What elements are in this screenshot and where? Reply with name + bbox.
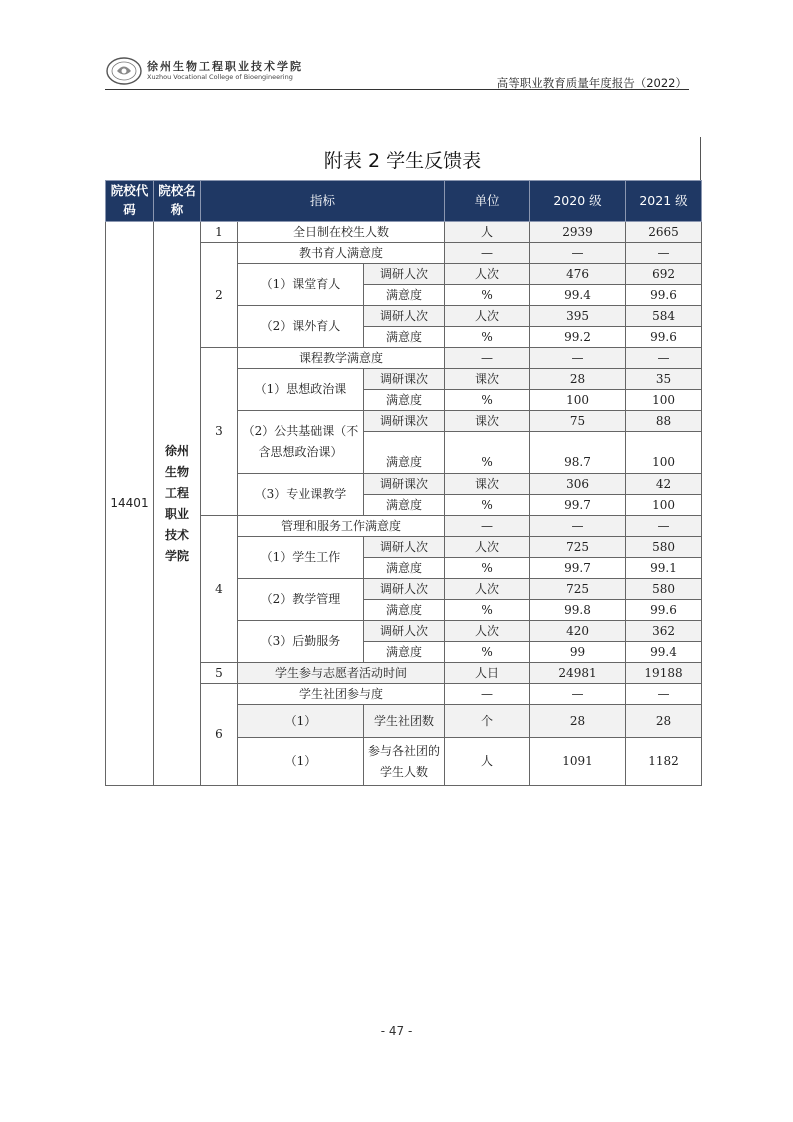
value-2020: — xyxy=(530,348,626,369)
value-2021: 19188 xyxy=(626,663,702,684)
student-feedback-table xyxy=(105,180,702,786)
header-2020: 2020 级 xyxy=(530,181,626,222)
unit-cell: — xyxy=(445,348,530,369)
unit-cell: 课次 xyxy=(445,369,530,390)
value-2021: 362 xyxy=(626,621,702,642)
value-2020: 24981 xyxy=(530,663,626,684)
value-2021: 580 xyxy=(626,537,702,558)
unit-cell: % xyxy=(445,327,530,348)
header-unit: 单位 xyxy=(445,181,530,222)
value-2021: — xyxy=(626,516,702,537)
value-2021: — xyxy=(626,348,702,369)
unit-cell: 人次 xyxy=(445,621,530,642)
metric-label: 满意度 xyxy=(364,327,445,348)
metric-label: 满意度 xyxy=(364,390,445,411)
unit-cell: % xyxy=(445,600,530,621)
value-2020: 306 xyxy=(530,474,626,495)
value-2020: 28 xyxy=(530,369,626,390)
value-2020: 28 xyxy=(530,705,626,738)
value-2021: 692 xyxy=(626,264,702,285)
value-2021: — xyxy=(626,684,702,705)
value-2020: 75 xyxy=(530,411,626,432)
indicator-label: 教书育人满意度 xyxy=(238,243,445,264)
sub-indicator-label: （1） xyxy=(238,705,364,738)
value-2021: 88 xyxy=(626,411,702,432)
sub-indicator-label: （2）课外育人 xyxy=(238,306,364,348)
row-number: 2 xyxy=(201,243,238,348)
table-title: 附表 2 学生反馈表 xyxy=(323,150,482,172)
unit-cell: % xyxy=(445,558,530,579)
value-2020: — xyxy=(530,684,626,705)
sub-indicator-label: （3）专业课教学 xyxy=(238,474,364,516)
metric-label: 满意度 xyxy=(364,558,445,579)
value-2020: — xyxy=(530,243,626,264)
sub-indicator-label: （3）后勤服务 xyxy=(238,621,364,663)
metric-label: 满意度 xyxy=(364,432,445,474)
value-2020: 99.7 xyxy=(530,558,626,579)
header-code: 院校代码 xyxy=(106,181,154,222)
page-header xyxy=(105,52,689,92)
unit-cell: 人 xyxy=(445,738,530,786)
college-logo-icon xyxy=(105,56,143,86)
sub-indicator-label: （2）公共基础课（不含思想政治课） xyxy=(238,411,364,474)
metric-label: 调研课次 xyxy=(364,474,445,495)
unit-cell: 课次 xyxy=(445,474,530,495)
value-2021: 2665 xyxy=(626,222,702,243)
value-2020: 725 xyxy=(530,537,626,558)
table-header-row xyxy=(106,181,702,222)
value-2021: 99.1 xyxy=(626,558,702,579)
indicator-label: 管理和服务工作满意度 xyxy=(238,516,445,537)
unit-cell: % xyxy=(445,432,530,474)
value-2021: 99.4 xyxy=(626,642,702,663)
value-2021: — xyxy=(626,243,702,264)
value-2021: 42 xyxy=(626,474,702,495)
value-2021: 580 xyxy=(626,579,702,600)
metric-label: 满意度 xyxy=(364,642,445,663)
unit-cell: % xyxy=(445,390,530,411)
sub-indicator-label: （2）教学管理 xyxy=(238,579,364,621)
value-2020: 476 xyxy=(530,264,626,285)
row-number: 6 xyxy=(201,684,238,786)
metric-label: 调研人次 xyxy=(364,621,445,642)
value-2020: 99.8 xyxy=(530,600,626,621)
value-2021: 99.6 xyxy=(626,327,702,348)
metric-label: 调研人次 xyxy=(364,306,445,327)
unit-cell: 人次 xyxy=(445,264,530,285)
value-2021: 584 xyxy=(626,306,702,327)
college-name: 徐州生物工程职业技术学院 xyxy=(154,222,201,786)
sub-indicator-label: （1） xyxy=(238,738,364,786)
unit-cell: % xyxy=(445,285,530,306)
metric-label: 调研人次 xyxy=(364,579,445,600)
value-2021: 100 xyxy=(626,495,702,516)
value-2021: 99.6 xyxy=(626,600,702,621)
indicator-label: 学生参与志愿者活动时间 xyxy=(238,663,445,684)
header-indicator: 指标 xyxy=(201,181,445,222)
metric-label: 参与各社团的学生人数 xyxy=(364,738,445,786)
header-name: 院校名称 xyxy=(154,181,201,222)
header-divider xyxy=(105,89,689,90)
value-2020: 395 xyxy=(530,306,626,327)
school-name-en: Xuzhou Vocational College of Bioengineering xyxy=(147,73,293,81)
report-title: 高等职业教育质量年度报告（2022） xyxy=(496,76,687,90)
unit-cell: 人日 xyxy=(445,663,530,684)
value-2021: 100 xyxy=(626,390,702,411)
header-2021: 2021 级 xyxy=(626,181,702,222)
metric-label: 满意度 xyxy=(364,285,445,306)
sub-indicator-label: （1）课堂育人 xyxy=(238,264,364,306)
metric-label: 学生社团数 xyxy=(364,705,445,738)
value-2021: 99.6 xyxy=(626,285,702,306)
unit-cell: 课次 xyxy=(445,411,530,432)
unit-cell: 个 xyxy=(445,705,530,738)
unit-cell: — xyxy=(445,684,530,705)
school-name-cn: 徐州生物工程职业技术学院 xyxy=(147,60,303,73)
value-2020: 1091 xyxy=(530,738,626,786)
value-2021: 1182 xyxy=(626,738,702,786)
row-number: 4 xyxy=(201,516,238,663)
metric-label: 调研人次 xyxy=(364,264,445,285)
metric-label: 调研人次 xyxy=(364,537,445,558)
value-2020: 100 xyxy=(530,390,626,411)
value-2021: 100 xyxy=(626,432,702,474)
unit-cell: — xyxy=(445,516,530,537)
unit-cell: 人次 xyxy=(445,537,530,558)
row-number: 1 xyxy=(201,222,238,243)
unit-cell: % xyxy=(445,642,530,663)
unit-cell: — xyxy=(445,243,530,264)
value-2020: — xyxy=(530,516,626,537)
college-code: 14401 xyxy=(106,222,154,786)
value-2020: 99.4 xyxy=(530,285,626,306)
unit-cell: 人 xyxy=(445,222,530,243)
metric-label: 调研课次 xyxy=(364,411,445,432)
metric-label: 满意度 xyxy=(364,495,445,516)
indicator-label: 课程教学满意度 xyxy=(238,348,445,369)
table-row xyxy=(106,222,702,243)
value-2020: 99.7 xyxy=(530,495,626,516)
sub-indicator-label: （1）思想政治课 xyxy=(238,369,364,411)
value-2020: 2939 xyxy=(530,222,626,243)
value-2020: 420 xyxy=(530,621,626,642)
page-number: - 47 - xyxy=(380,1024,413,1038)
indicator-label: 学生社团参与度 xyxy=(238,684,445,705)
value-2020: 99.2 xyxy=(530,327,626,348)
metric-label: 调研课次 xyxy=(364,369,445,390)
row-number: 3 xyxy=(201,348,238,516)
unit-cell: 人次 xyxy=(445,306,530,327)
value-2020: 98.7 xyxy=(530,432,626,474)
value-2021: 35 xyxy=(626,369,702,390)
indicator-label: 全日制在校生人数 xyxy=(238,222,445,243)
sub-indicator-label: （1）学生工作 xyxy=(238,537,364,579)
value-2020: 725 xyxy=(530,579,626,600)
value-2021: 28 xyxy=(626,705,702,738)
table-frame-line xyxy=(700,137,701,181)
value-2020: 99 xyxy=(530,642,626,663)
unit-cell: % xyxy=(445,495,530,516)
row-number: 5 xyxy=(201,663,238,684)
unit-cell: 人次 xyxy=(445,579,530,600)
metric-label: 满意度 xyxy=(364,600,445,621)
